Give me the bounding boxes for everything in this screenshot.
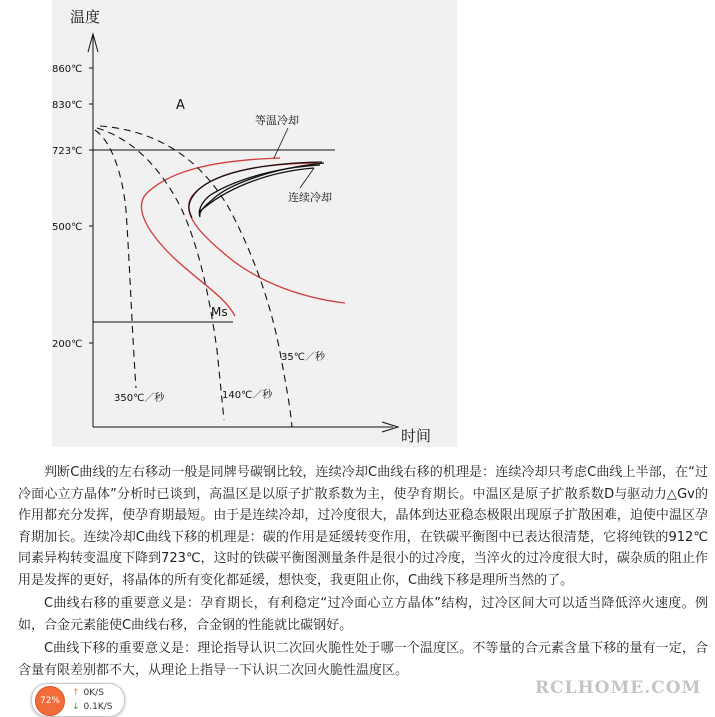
isothermal-finish-curve xyxy=(189,163,345,303)
network-speed-widget[interactable] xyxy=(31,683,125,717)
tick-label-860: 860℃ xyxy=(52,64,83,75)
continuous-start-curve xyxy=(189,162,322,218)
continuous-end-curve xyxy=(200,163,324,216)
article-paragraph: 判断C曲线的左右移动一般是同牌号碳钢比较，连续冷却C曲线右移的机理是：连续冷却只考虑C曲线上半部，在“过冷面心立方晶体”分析时已谈到，高温区是以原子扩散系数为主，使孕育期长。中温区是原子扩散系数D与驱动力△Gv的作用都充分发挥，使孕育期最短。由于是连续冷却，过冷度很大，晶体到达亚稳态极限出现原子扩散困难，迫使中温区孕育期加长。连续冷却C曲线下移的机理是：碳的作用是延缓转变作用，在铁碳平衡图中已表达很清楚，它将纯铁的912℃同素异构转变温度下降到723℃，这时的铁碳平衡图测量条件是很小的过冷度，当淬火的过冷度很大时，碳杂质的阻止作用是发挥的更好，将晶体的所有变化都延缓，想快变，我更阻止你，C曲线下移是理所当然的了。 xyxy=(18,465,708,588)
tick-label-830: 830℃ xyxy=(52,100,83,111)
continuous-label: 连续冷却 xyxy=(288,191,332,204)
tick-label-723: 723℃ xyxy=(52,146,83,157)
ttt-diagram-panel xyxy=(52,0,457,447)
tick-label-200: 200℃ xyxy=(52,339,83,350)
tick-label-500: 500℃ xyxy=(52,222,83,233)
cooling-curve-350 xyxy=(95,130,136,388)
rate-140-label: 140℃／秒 xyxy=(222,390,273,401)
article-body xyxy=(18,462,708,683)
x-axis-label: 时间 xyxy=(401,427,432,445)
article-paragraph: C曲线下移的重要意义是：理论指导认识二次回火脆性处于哪一个温度区。不等量的合元素含量下移的量有一定，合含量有限差别都不大，从理论上指导一下认识二次回火脆性温度区。 xyxy=(18,641,708,678)
rate-35-label: 35℃／秒 xyxy=(281,352,325,363)
article-paragraph: C曲线右移的重要意义是：孕育期长，有利稳定“过冷面心立方晶体”结构，过冷区间大可以适当降低淬火速度。例如，合金元素能使C曲线右移，合金钢的性能就比碳钢好。 xyxy=(18,596,708,633)
isothermal-leader xyxy=(274,128,288,158)
site-watermark: RCLHOME.COM xyxy=(535,678,702,698)
continuous-leader xyxy=(300,168,314,188)
y-axis-label: 温度 xyxy=(70,8,101,26)
cooling-curve-140 xyxy=(97,128,224,420)
upload-speed-row xyxy=(72,688,104,698)
upload-speed: 0K/S xyxy=(83,688,104,698)
isothermal-label: 等温冷却 xyxy=(255,114,299,127)
upload-arrow-icon: ↑ xyxy=(72,688,80,698)
continuous-nose-curve xyxy=(199,168,314,212)
download-arrow-icon: ↓ xyxy=(72,702,80,712)
rate-350-label: 350℃／秒 xyxy=(114,393,165,404)
region-a-label: A xyxy=(176,98,185,113)
cpu-usage-gauge[interactable]: 72% xyxy=(35,686,65,716)
download-speed-row xyxy=(72,702,113,712)
ttt-diagram xyxy=(52,0,457,447)
download-speed: 0.1K/S xyxy=(83,702,113,712)
ms-label: Ms xyxy=(211,305,228,319)
